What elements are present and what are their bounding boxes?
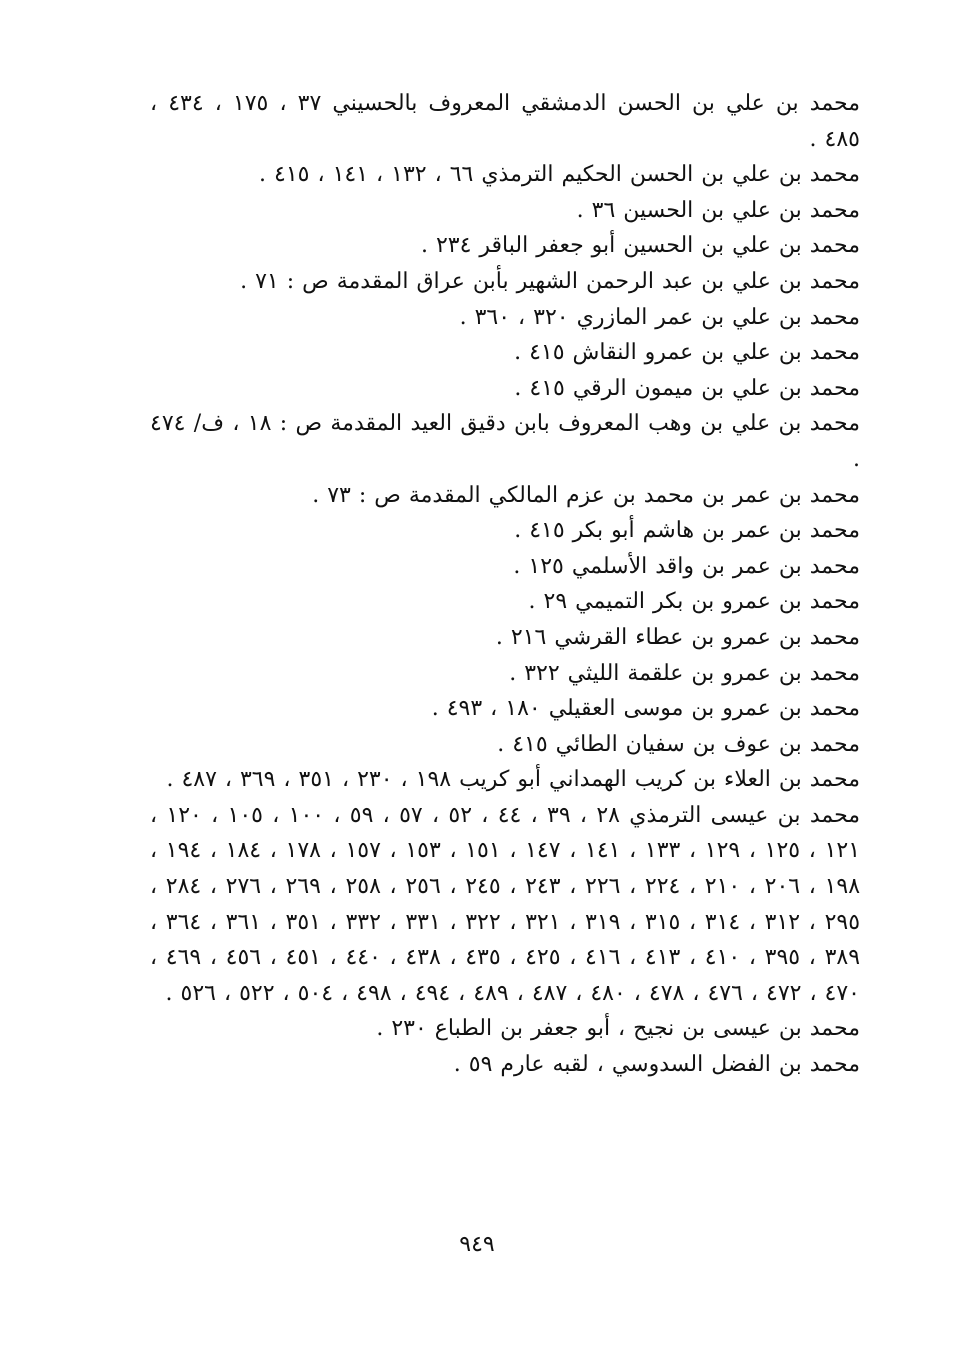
index-page-body bbox=[150, 86, 860, 1083]
index-entry-9: محمد بن علي بن وهب المعروف بابن دقيق العيد المقدمة ص : ١٨ ، ف/ ٤٧٤ . bbox=[150, 411, 860, 472]
index-entry-5: محمد بن علي بن عبد الرحمن الشهير بأبن عراق المقدمة ص : ٧١ . bbox=[240, 268, 860, 294]
index-entry-21: محمد بن الفضل السدوسي ، لقبه عارم ٥٩ . bbox=[453, 1052, 860, 1078]
index-entry-20: محمد بن عيسى بن نجيح ، أبو جعفر بن الطباع ٢٣٠ . bbox=[376, 1016, 860, 1042]
index-entry-6: محمد بن علي بن عمر المازري ٣٢٠ ، ٣٦٠ . bbox=[459, 304, 860, 330]
index-entry-10: محمد بن عمر بن محمد بن عزم المالكي المقدمة ص : ٧٣ . bbox=[312, 482, 860, 508]
index-entry-4: محمد بن علي بن الحسين أبو جعفر الباقر ٢٣٤ . bbox=[420, 233, 860, 259]
index-entry-15: محمد بن عمرو بن علقمة الليثي ٣٢٢ . bbox=[509, 660, 860, 686]
index-entry-2: محمد بن علي بن الحسن الحكيم الترمذي ٦٦ ، ١٣٢ ، ١٤١ ، ٤١٥ . bbox=[259, 162, 860, 188]
index-entry-17: محمد بن عوف بن سفيان الطائي ٤١٥ . bbox=[497, 731, 860, 757]
index-entry-13: محمد بن عمرو بن بكر التميمي ٢٩ . bbox=[528, 589, 860, 615]
index-entry-7: محمد بن علي بن عمرو النقاش ٤١٥ . bbox=[514, 340, 860, 366]
index-entry-8: محمد بن علي بن ميمون الرقي ٤١٥ . bbox=[514, 375, 860, 401]
page-number: ٩٤٩ bbox=[459, 1232, 495, 1257]
index-entry-18: محمد بن العلاء بن كريب الهمداني أبو كريب ١٩٨ ، ٢٣٠ ، ٣٥١ ، ٣٦٩ ، ٤٨٧ . bbox=[166, 767, 860, 793]
index-entry-11: محمد بن عمر بن هاشم أبو بكر ٤١٥ . bbox=[514, 518, 860, 544]
index-entry-14: محمد بن عمرو بن عطاء القرشي ٢١٦ . bbox=[495, 624, 860, 650]
index-entry-1: محمد بن علي بن الحسن الدمشقي المعروف بالحسيني ٣٧ ، ١٧٥ ، ٤٣٤ ، ٤٨٥ . bbox=[150, 91, 861, 152]
index-entry-19: محمد بن عيسى الترمذي ٢٨ ، ٣٩ ، ٤٤ ، ٥٢ ، ٥٧ ، ٥٩ ، ١٠٠ ، ١٠٥ ، ١٢٠ ، ١٢١ ، ١٢٥ ، ١٢٩ ، ١٣٣ ، ١٤١ ، ١٤٧ ، ١٥١ ، ١٥٣ ، ١٥٧ ، ١٧٨ ، ١٨٤ ، ١٩٤ ، ١٩٨ ، ٢٠٦ ، ٢١٠ ، ٢٢٤ ، ٢٢٦ ، ٢٤٣ ، ٢٤٥ ، ٢٥٦ ، ٢٥٨ ، ٢٦٩ ، ٢٧٦ ، ٢٨٤ ، ٢٩٥ ، ٣١٢ ، ٣١٤ ، ٣١٥ ، ٣١٩ ، ٣٢١ ، ٣٢٢ ، ٣٣١ ، ٣٣٢ ، ٣٥١ ، ٣٦١ ، ٣٦٤ ، ٣٨٩ ، ٣٩٥ ، ٤١٠ ، ٤١٣ ، ٤١٦ ، ٤٢٥ ، ٤٣٥ ، ٤٣٨ ، ٤٤٠ ، ٤٥١ ، ٤٥٦ ، ٤٦٩ ، ٤٧٠ ، ٤٧٢ ، ٤٧٦ ، ٤٧٨ ، ٤٨٠ ، ٤٨٧ ، ٤٨٩ ، ٤٩٤ ، ٤٩٨ ، ٥٠٤ ، ٥٢٢ ، ٥٢٦ . bbox=[150, 802, 861, 1006]
index-entry-3: محمد بن علي بن الحسين ٣٦ . bbox=[576, 197, 860, 223]
index-entry-12: محمد بن عمر بن واقد الأسلمي ١٢٥ . bbox=[513, 553, 860, 579]
index-entry-16: محمد بن عمرو بن موسى العقيلي ١٨٠ ، ٤٩٣ . bbox=[431, 696, 860, 722]
